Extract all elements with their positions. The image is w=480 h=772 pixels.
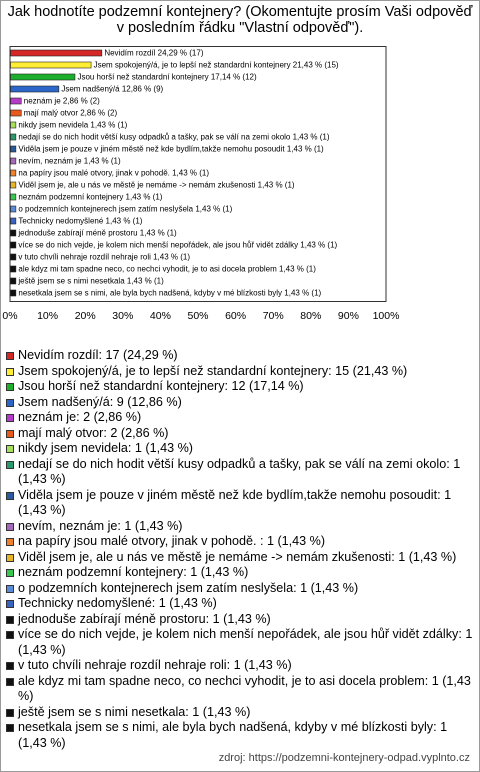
legend-swatch [6, 445, 14, 453]
x-tick-label: 90% [337, 310, 359, 322]
legend-label: Jsou horší než standardní kontejnery: 12 (17,14 %) [18, 379, 304, 393]
legend-label: nikdy jsem nevidela: 1 (1,43 %) [18, 441, 193, 455]
legend-label: Jsem nadšený/á: 9 (12,86 %) [18, 394, 182, 409]
bar [11, 206, 16, 212]
bar-label: na papíry jsou malé otvory, jinak v pohodě. 1,43 % (1) [18, 168, 210, 178]
legend-label: Viděl jsem je, ale u nás ve městě je nemáme -> nemám zkušenosti: 1 (1,43 %) [18, 549, 457, 564]
x-tick-label: 10% [37, 310, 59, 322]
bar-label: Nevidím rozdíl 24,29 % (17) [104, 48, 204, 58]
x-tick-label: 80% [300, 310, 322, 322]
legend-label: Viděla jsem je pouze v jiném městě než kde bydlím,takže nemohu posoudit: 1 (1,43 %) [18, 487, 452, 517]
x-tick-label: 50% [187, 310, 209, 322]
legend [6, 348, 474, 751]
bar-label: neznám podzemní kontejnery 1,43 % (1) [18, 192, 163, 202]
legend-label: ale kdyz mi tam spadne neco, co nechci vyhodit, je to asi docela problem: 1 (1,43 %) [18, 673, 471, 703]
bar [11, 98, 22, 104]
bar-label: Viděla jsem je pouze v jiném městě než kde bydlím,takže nemohu posoudit 1,43 % (1) [18, 144, 324, 154]
bar-label: nesetkala jsem se s nimi, ale byla bych nadšená, kdyby v mé blízkosti byly 1,43 % (1) [18, 288, 322, 298]
bar-label: Jsou horší než standardní kontejnery 17,14 % (12) [77, 72, 257, 82]
x-tick-label: 60% [225, 310, 247, 322]
legend-swatch [6, 662, 14, 670]
legend-swatch [6, 368, 14, 376]
bar-label: v tuto chvíli nehraje rozdíl nehraje roli 1,43 % (1) [18, 252, 191, 262]
bar [11, 62, 92, 68]
legend-item [6, 674, 474, 705]
legend-item [6, 488, 474, 519]
legend-label: ještě jsem se s nimi nesetkala: 1 (1,43 %) [18, 704, 251, 719]
bar [11, 278, 16, 284]
legend-swatch [6, 569, 14, 577]
legend-label: o podzemních kontejnerech jsem zatím neslyšela: 1 (1,43 %) [18, 580, 359, 595]
legend-label: neznám podzemní kontejnery: 1 (1,43 %) [18, 565, 249, 579]
bar [11, 74, 75, 80]
legend-label: nedají se do nich hodit větší kusy odpadků a tašky, pak se válí na zemi okolo: 1 (1,43 %) [18, 456, 461, 486]
bar-label: Technicky nedomyšlené 1,43 % (1) [18, 216, 143, 226]
bar-label: více se do nich vejde, je kolem nich menší nepořádek, ale jsou hůř vidět zdálky 1,43 % (1) [18, 240, 338, 250]
legend-label: neznám je: 2 (2,86 %) [18, 410, 142, 424]
legend-swatch [6, 492, 14, 500]
x-tick-label: 20% [74, 310, 96, 322]
legend-swatch [6, 523, 14, 531]
legend-item [6, 395, 474, 411]
legend-label: jednoduše zabírají méně prostoru: 1 (1,43 %) [18, 611, 271, 626]
legend-item [6, 457, 474, 488]
legend-item [6, 410, 474, 426]
bar-label: neznám je 2,86 % (2) [23, 96, 100, 106]
legend-swatch [6, 430, 14, 438]
legend-item [6, 596, 474, 612]
bar [11, 122, 16, 128]
chart-title: Jak hodnotíte podzemní kontejnery? (Okomentujte prosím Vaši odpověď v posledním řádku "Vlastní odpověď"). [7, 4, 473, 36]
x-tick-label: 0% [2, 310, 18, 322]
bar-label: nevím, neznám je 1,43 % (1) [18, 156, 121, 166]
legend-item [6, 627, 474, 658]
bar [11, 266, 16, 272]
bar-label: o podzemních kontejnerech jsem zatím neslyšela 1,43 % (1) [18, 204, 233, 214]
legend-item [6, 348, 474, 364]
legend-label: nevím, neznám je: 1 (1,43 %) [18, 518, 183, 533]
bar [11, 50, 102, 56]
legend-item [6, 519, 474, 535]
source-note: zdroj: https://podzemni-kontejnery-odpad.vyplnto.cz [218, 752, 470, 764]
legend-item [6, 379, 474, 395]
x-tick-label: 100% [372, 310, 400, 322]
legend-swatch [6, 724, 14, 732]
bar-label: nikdy jsem nevidela 1,43 % (1) [18, 120, 128, 130]
legend-item [6, 705, 474, 721]
legend-item [6, 612, 474, 628]
bar [11, 110, 22, 116]
legend-label: mají malý otvor: 2 (2,86 %) [18, 425, 169, 440]
legend-item [6, 364, 474, 380]
legend-item [6, 550, 474, 566]
bar-label: jednoduše zabírají méně prostoru 1,43 % (1) [18, 228, 177, 238]
legend-swatch [6, 585, 14, 593]
x-tick-label: 40% [149, 310, 171, 322]
bar [11, 86, 59, 92]
legend-label: nesetkala jsem se s nimi, ale byla bych nadšená, kdyby v mé blízkosti byly: 1 (1,43 %) [18, 720, 448, 750]
x-tick-label: 30% [112, 310, 134, 322]
bar [11, 218, 16, 224]
bar-plot [2, 46, 426, 322]
bar [11, 290, 16, 296]
bar-label: ale kdyz mi tam spadne neco, co nechci vyhodit, je to asi docela problem 1,43 % (1) [18, 264, 316, 274]
bar [11, 170, 16, 176]
legend-swatch [6, 709, 14, 717]
legend-label: Jsem spokojený/á, je to lepší než standardní kontejnery: 15 (21,43 %) [18, 363, 408, 378]
bar-label: nedají se do nich hodit větší kusy odpadků a tašky, pak se válí na zemi okolo 1,43 % (1) [18, 132, 330, 142]
bar-label: mají malý otvor 2,86 % (2) [23, 108, 118, 118]
bar [11, 242, 16, 248]
legend-swatch [6, 616, 14, 624]
legend-swatch [6, 678, 14, 686]
legend-swatch [6, 383, 14, 391]
legend-item [6, 426, 474, 442]
legend-label: Technicky nedomyšlené: 1 (1,43 %) [18, 596, 217, 610]
legend-swatch [6, 461, 14, 469]
x-tick-label: 70% [262, 310, 284, 322]
bar [11, 254, 16, 260]
legend-label: v tuto chvíli nehraje rozdíl nehraje roli: 1 (1,43 %) [18, 658, 292, 672]
bar [11, 134, 16, 140]
legend-label: na papíry jsou malé otvory, jinak v pohodě. : 1 (1,43 %) [18, 534, 326, 548]
legend-swatch [6, 399, 14, 407]
bar-label: Jsem spokojený/á, je to lepší než standardní kontejnery 21,43 % (15) [93, 60, 339, 70]
legend-label: Nevidím rozdíl: 17 (24,29 %) [18, 348, 178, 362]
legend-item [6, 565, 474, 581]
bar [11, 146, 16, 152]
legend-swatch [6, 352, 14, 360]
bar [11, 230, 16, 236]
legend-swatch [6, 600, 14, 608]
legend-item [6, 441, 474, 457]
bar-label: ještě jsem se s nimi nesetkala 1,43 % (1) [18, 276, 164, 286]
bar-label: Viděl jsem je, ale u nás ve městě je nemáme -> nemám zkušenosti 1,43 % (1) [18, 180, 295, 190]
legend-item [6, 581, 474, 597]
bar-label: Jsem nadšený/á 12,86 % (9) [61, 84, 164, 94]
legend-swatch [6, 631, 14, 639]
legend-item [6, 658, 474, 674]
bar [11, 182, 16, 188]
legend-item [6, 534, 474, 550]
legend-swatch [6, 414, 14, 422]
legend-swatch [6, 554, 14, 562]
bar [11, 194, 16, 200]
bar [11, 158, 16, 164]
legend-label: více se do nich vejde, je kolem nich menší nepořádek, ale jsou hůř vidět zdálky: 1 (1,43 %) [18, 627, 473, 657]
legend-swatch [6, 538, 14, 546]
legend-item [6, 720, 474, 751]
